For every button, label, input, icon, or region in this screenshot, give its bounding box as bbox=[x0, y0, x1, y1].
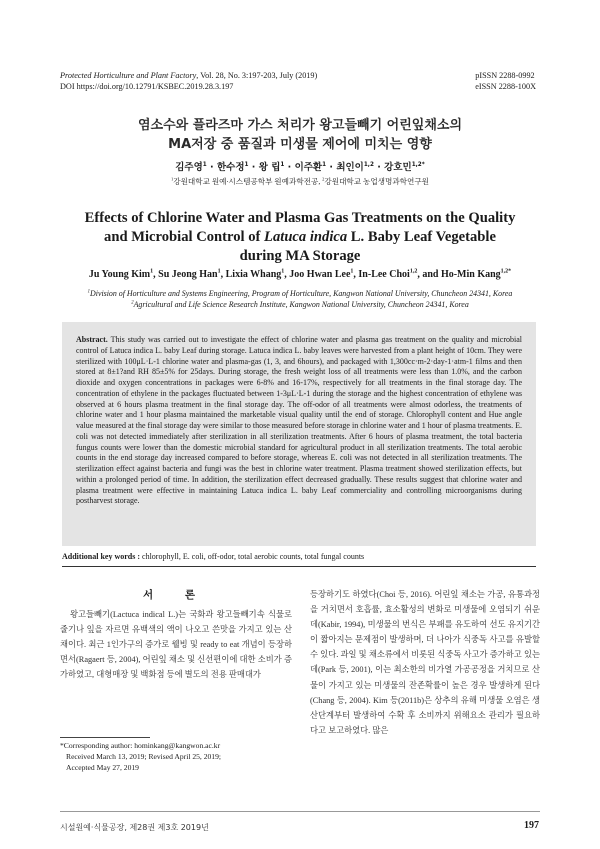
footnote-divider bbox=[60, 737, 150, 738]
korean-author: 강호민$^{1,2*}$ bbox=[384, 161, 425, 173]
korean-authors: 김주영$^1$ · 한수정$^1$ · 왕 립$^1$ · 이주환$^1$ · 최인이$^{1,2}$ · 강호민$^{1,2*}$ bbox=[175, 161, 425, 173]
footer-journal: 시설원예·식물공장, 제28권 제3호 2019년 bbox=[60, 823, 209, 832]
pissn: pISSN 2288-0992 bbox=[475, 71, 535, 80]
english-title-line-3: during MA Storage bbox=[239, 248, 361, 264]
korean-affiliation-2: 강원대학교 농업생명과학연구원 bbox=[324, 177, 430, 186]
body-column-left bbox=[60, 607, 292, 682]
corresponding-author: *Corresponding author: hominkang@kangwon.ac.kr bbox=[60, 741, 221, 750]
keywords-label: Additional key words : bbox=[62, 552, 141, 561]
abstract-body: This study was carried out to investigate the effect of chlorine water and plasma gas treatment on the quality and microbial control of Latuca indica L. baby Leaf during storage. Latuca indica L. baby leaves were harvested from a plant height of 10cm. They were sterilized with 100μL·L-1 chlorine water and plasma-gas (1, 3, and 6hours), and packaged with 1,300cc·m-2·day-1·atm-1 films and then stored at 8±1?and RH 85±5% for 25days. During storage, the fresh weight loss of all treatments were less than 1.0%, and the carbon dioxide and oxygen concentrations in packages were 6-8% and 16-17%, respectively for all treatments in the final storage day. The concentration of ethylene in the packages fluctuated between 1-3μL·L-1 during the storage and the highest concentration of ethylene was observed at 6 hours plasma treatment in the final storage day. The off-odor of all treatments were almost odorless, the treatments of chlorine water and 1 hour plasma maintained the marketable visual quality until the end of storage. Chlorophyll content and Hue angle value measured at the final storage day were similar to those measured before storage in chlorine water and 1 hour of plasma treatments. E. coli was not detected immediately after sterilization in all sterilization treatments. After 6 hours of plasma treatment, the total bacteria fungus counts were lower than the domestic microbial standard for agricultural product in all sterilization treatments. The total aerobic counts in the end storage day increased compared to before storage, whereas E. coli was not detected in all sterilization treatments. The sterilization effect against bacteria and fungi was the best in chlorine water treatment. Plasma treatment showed sterilization effects, but within a prolonged period of time. In addition, the sterilization effect decreased gradually. These results suggest that chlorine water and plasma treatment were effective in maintaining Latuca indica L. baby Leaf commerciality and controlling microorganisms during postharvest storage. bbox=[76, 335, 522, 506]
english-title bbox=[40, 209, 560, 266]
english-author: Ju Young Kim$^1$ bbox=[88, 268, 154, 280]
english-author: Ho-Min Kang$^{1,2*}$ bbox=[440, 268, 512, 280]
journal-citation bbox=[60, 70, 317, 81]
body-column-right bbox=[310, 587, 540, 738]
keywords-divider bbox=[62, 566, 536, 567]
keywords-list: chlorophyll, E. coli, off-odor, total aerobic counts, total fungal counts bbox=[140, 552, 365, 561]
english-affiliation-1: $^1$Division of Horticulture and Systems Engineering, Program of Horticulture, Kangwon National University, Chuncheon 24341, Korea bbox=[87, 289, 513, 298]
abstract bbox=[76, 335, 522, 507]
english-affiliations bbox=[30, 288, 570, 310]
body-paragraph: 등장하기도 하였다(Choi 등, 2016). 어린잎 채소는 가공, 유통과정을 거치면서 호흡률, 효소활성의 변화로 미생물에 오염되기 쉬운데(Kabir, 1994), 미생물의 번식은 부패를 유도하여 선도 유지기간이 짧아지는 문제점이 발생하며, 더 나아가 식중독 사고를 유발할 수 있다. 과일 및 채소류에서 비롯된 식중독 사고가 증가하고 있는데(Park 등, 2001), 이는 최소한의 비가열 가공공정을 거치므로 산물이 가지고 있는 미생물의 잔존확률이 높은 경우 발생하게 된다(Chang 등, 2004). Kim 등(2011b)은 상추의 유해 미생물 오염은 생산단계부터 발생하여 수확 후 소비까지 위해요소 관리가 필요하다고 보고하였다. 많은 bbox=[310, 590, 540, 735]
korean-title-line-2: MA저장 중 품질과 미생물 제어에 미치는 영향 bbox=[168, 137, 432, 152]
abstract-box bbox=[62, 322, 536, 546]
keywords bbox=[62, 552, 536, 561]
accepted-date: Accepted May 27, 2019 bbox=[66, 763, 139, 772]
english-author: In-Lee Choi$^{1,2}$ bbox=[358, 268, 418, 280]
section-heading-introduction: 서 론 bbox=[143, 589, 209, 601]
english-author: Lixia Whang$^1$ bbox=[225, 268, 285, 280]
english-title-line-2: and Microbial Control of Latuca indica L. Baby Leaf Vegetable bbox=[104, 229, 496, 245]
korean-author: 왕 립$^1$ bbox=[258, 161, 285, 173]
korean-title bbox=[40, 116, 560, 154]
abstract-label: Abstract. bbox=[76, 335, 108, 344]
page-number: 197 bbox=[524, 820, 539, 831]
korean-affiliations: $^1$강원대학교 원예∙시스템공학부 원예과학전공, $^2$강원대학교 농업생명과학연구원 bbox=[170, 176, 430, 186]
english-author: Su Jeong Han$^1$ bbox=[158, 268, 221, 280]
english-affiliation-2: $^2$Agricultural and Life Science Research Institute, Kangwon National University, Chuncheon 24341, Korea bbox=[131, 300, 469, 309]
issn-block bbox=[475, 70, 536, 92]
english-title-line-1: Effects of Chlorine Water and Plasma Gas Treatments on the Quality bbox=[84, 210, 516, 226]
footer-divider bbox=[60, 811, 540, 812]
english-authors: Ju Young Kim$^1$, Su Jeong Han$^1$, Lixia Whang$^1$, Joo Hwan Lee$^1$, In-Lee Choi$^{1,2}$, and Ho-Min Kang$^{1,2*}$ bbox=[88, 268, 512, 280]
english-author: Joo Hwan Lee$^1$ bbox=[289, 268, 354, 280]
korean-title-line-1: 염소수와 플라즈마 가스 처리가 왕고들빼기 어린잎채소의 bbox=[137, 118, 463, 133]
korean-affiliation-1: 강원대학교 원예∙시스템공학부 원예과학전공, bbox=[173, 177, 323, 186]
korean-author: 최인이$^{1,2}$ bbox=[336, 161, 374, 173]
journal-header-left bbox=[60, 70, 317, 92]
korean-author: 이주환$^1$ bbox=[294, 161, 327, 173]
body-paragraph: 왕고들빼기(Lactuca indical L.)는 국화과 왕고들빼기속 식물로 줄기나 잎을 자르면 유백색의 액이 나오고 쓴맛을 가지고 있는 산채이다. 최근 1인가구의 증가로 웰빙 및 ready to eat 개념이 등장하면서(Ragaert 등, 2004), 어린잎 채소 및 신선편이에 대한 소비가 증가하였고, 대형매장 및 백화점 등에 별도의 전용 판매대가 bbox=[60, 610, 292, 680]
doi-line[interactable]: DOI https://doi.org/10.12791/KSBEC.2019.28.3.197 bbox=[60, 82, 234, 91]
footnotes bbox=[60, 740, 221, 773]
received-dates: Received March 13, 2019; Revised April 25, 2019; bbox=[66, 752, 222, 761]
eissn: eISSN 2288-100X bbox=[475, 82, 536, 91]
journal-name: Protected Horticulture and Plant Factory bbox=[60, 71, 197, 80]
korean-author: 김주영$^1$ bbox=[175, 161, 207, 173]
journal-details: , Vol. 28, No. 3:197-203, July (2019) bbox=[196, 71, 318, 80]
korean-author: 한수정$^1$ bbox=[216, 161, 249, 173]
